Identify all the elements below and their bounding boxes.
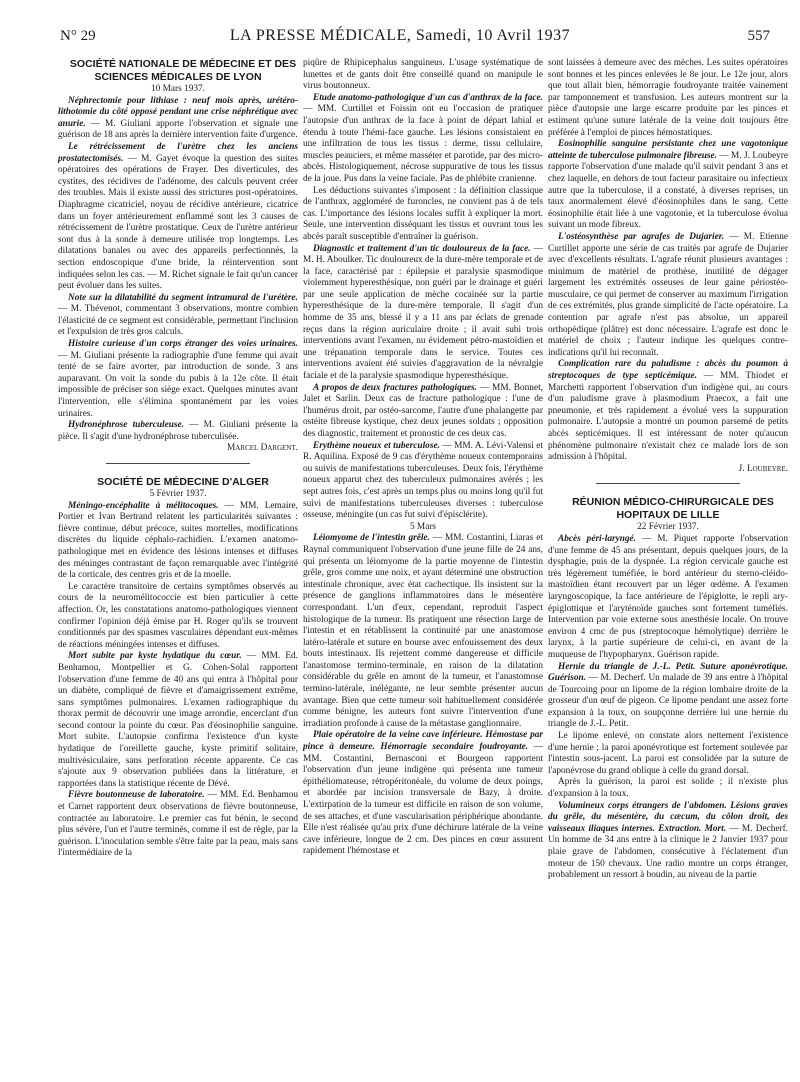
section-date: 10 Mars 1937. [151,84,205,94]
paragraph: Erythème noueux et tuberculose. — MM. A. Lévi-Valensi et R. Aquilina. Exposé de 9 cas d'érythème noueux contemporains ou suivis de manifestations tuberculeuses. Deux fois, l'érythème noueux apparut chez des tuberculeux pulmonaires avérés ; les sept autres fois, c'est après un temps plus ou moins long qu'il fut suivi de manifestations tuberculeuses diverses : tuberculose osseuse, méningite (un cas fut suivi d'épisclérite). [303,440,543,521]
issue-number: N° 29 [60,28,96,44]
paragraph: Plaie opératoire de la veine cave inférieure. Hémostase par pince à demeure. Hémorragie secondaire foudroyante. — MM. Costantini, Bernasconi et Bourgeon rapportent l'observation d'un jeune indigène qui présenta une tumeur épithéliomateuse, rétropéritonéale, du volume de deux poings, et abordée par incision transversale de Bazy, à droite. L'extirpation de la tumeur est difficile en raison de son volume, de ses attaches, et d'une vascularisation périphérique abondante. Elle n'est réalisée qu'au prix d'une déchirure latérale de la veine cave inférieure, longue de 2 cm. Des pinces en cœur assurent rapidement l'hémostase et [303,730,543,857]
paragraph: Léiomyome de l'intestin grêle. — MM. Costantini, Liaras et Raynal communiquent l'observation d'une jeune fille de 24 ans, qui présenta un léiomyome de la partie moyenne de l'intestin grêle, gros comme une noix, et ayant déterminé une obstruction intestinale chronique, avec état cachectique. Ils insistent sur la présence de ganglions inflammatoires dans le mésentère correspondant. L'un d'eux, cependant, reproduit l'aspect histologique de la tumeur. Ils pratiquent une résection large de l'intestin et en rétablissent la continuité par une anastomose latéro-latérale et suture en bourse avec enfouissement des deux bouts intestinaux. Ils rejettent comme dangereuse et difficile l'anastomose termino-terminale, en raison de la dilatation considérable du grêle en amont de la tumeur, et l'anastomose termino-latérale, inélégante, ne leur semble présenter aucun avantage. Bien que cette tumeur soit habituellement considérée comme bénigne, les auteurs font suivre l'intervention d'une irradiation profonde à cause de la métastase ganglionnaire. [303,533,543,729]
section-title: RÉUNION MÉDICO-CHIRURGICALE DES HOPITAUX DE LILLE [572,496,774,522]
paragraph: Diagnostic et traitement d'un tic douloureux de la face. — M. H. Aboulker. Tic douloureux de la dure-mère temporale et de la face, caractérisé par : épilepsie et paralysie spasmodique violemment hyperesthésique, non guéri par le drainage et guéri par une seule application de mèche cocaïnée sur la partie hyperesthésique de la dure-mère temporale. Il s'agit d'un homme de 35 ans, blessé il y a 11 ans par éclats de grenade reçus dans la région auriculaire droite ; il avait subi trois interventions avant l'examen, nu évidement pétro-mastoïdien et une trépanation temporale dans le service. Toutes ces interventions avaient été suivies d'aggravation de la névralgie faciale et de la paralysie spasmodique hyperesthésique. [303,243,543,382]
paragraph: Le lipome enlevé, on constate alors nettement l'existence d'une hernie ; la paroi aponévrotique est fortement soulevée par l'intestin sous-jacent. La paroi est consolidée par la suture de l'aponévrose du grand oblique à celle du grand dorsal. [548,731,788,776]
paragraph: piqûre de Rhipicephalus sanguineus. L'usage systématique de lunettes et de gants doit être conseillé quand on manipule le virus boutonneux. [303,58,543,92]
paragraph: Abcès péri-laryngé. — M. Piquet rapporte l'observation d'une femme de 45 ans présentant, depuis quelques jours, de la dysphagie, puis de la dyspnée. La région cervicale gauche est très légèrement tuméfiée, le bord antérieur du sterno-cléido-mastoïdien étant recouvert par un léger œdème. A l'examen laryngoscopique, la face antérieure de l'épiglotte, le repli ary-épiglottique et l'aryténoïde gauches sont fortement tuméfiés. Intervention par voie externe sous anesthésie locale. On trouve environ 4 cmc de pus (streptocoque hémolytique) derrière le larynx, à la partie supérieure de celui-ci, en avant de la muqueuse de l'hypopharynx. Guérison rapide. [548,533,788,660]
section-date: 22 Février 1937. [637,522,699,533]
signature: J. Loubeyre. [738,463,788,474]
paragraph: Fièvre boutonneuse de laboratoire. — MM. Ed. Benhamou et Carnet rapportent deux observations de fièvre boutonneuse, contractée au laboratoire. Le premier cas fut bénin, le second plus sévère, l'un et l'autre terminés, comme il est de règle, par la guérison. L'inoculation semble s'être faite par la peau, mais sans l'intermédiaire de la [58,790,298,859]
section-title: SOCIÉTÉ NATIONALE DE MÉDECINE ET DES SCIENCES MÉDICALES DE LYON [69,58,297,83]
section-title: SOCIÉTÉ DE MÉDECINE D'ALGER [97,476,269,488]
paragraph: Histoire curieuse d'un corps étranger des voies urinaires. — M. Giuliani présente la radiographie d'une femme qui avait tenté de se faire avorter, par introduction de sonde. 3 ans auparavant. On voit la sonde du pubis à la 12e côte. Il était impossible de préciser son siège exact. Quelques minutes avant l'intervention, elle s'élimina spontanément par les voies urinaires. [58,339,298,419]
column-1 [58,58,298,1078]
section-date: 5 Mars [409,521,437,532]
divider [106,463,250,464]
column-2 [303,58,543,1078]
paragraph: sont laissées à demeure avec des mèches. Les suites opératoires sont bonnes et les pinces enlevées le 8e jour. Le 12e jour, alors que tout allait bien, hémorragie foudroyante traitée vainement par tamponnement et transfusion. Les auteurs montrent sur la pièce d'autopsie une large escarre produite par les pinces et estiment qu'une suture latérale de la veine doit toujours être préférée à l'emploi de pinces hémostatiques. [548,58,788,138]
paragraph: Mort subite par kyste hydatique du cœur. — MM. Ed. Benhamou, Montpellier et G. Cohen-Solal rapportent l'observation d'une femme de 40 ans qui entra à l'hôpital pour un diabète, compliqué de fièvre et d'amaigrissement extrême, sans symptômes pulmonaires. L'examen radiographique du thorax permit de découvrir une image arrondie, encerclant d'un second contour la pointe du cœur. Pas d'éosinophilie sanguine. Mort subite. L'autopsie confirma l'existence d'un kyste hydatique de l'oreillette gauche, kyste primitif solitaire, multivésiculaire, sans perforation récente apparente. Ce cas s'ajoute aux 9 observation publiées dans la littérature, et rapportées dans la statistique récente de Dévé. [58,651,298,789]
journal-title: LA PRESSE MÉDICALE, Samedi, 10 Avril 1937 [229,27,571,44]
paragraph: Eosinophilie sanguine persistante chez une vagotonique atteinte de tuberculose pulmonaire fibreuse. — M. J. Loubeyre rapporte l'observation d'une malade qu'il suivit pendant 3 ans et chez laquelle, en dehors de tout facteur parasitaire ou infectieux autre que la tuberculose, il a constaté, à diverses reprises, un taux anormalement élevé d'éosinophiles dans le sang. Cette éosinophilie était liée à une vagotonie, et la tuberculose évolua suivant un mode fibreux. [548,139,788,231]
column-3 [548,58,788,1078]
paragraph: Complication rare du paludisme : abcès du poumon à streptocoques de type septicémique. — MM. Thiodet et Marchetti rapportent l'observation d'un indigène qui, au cours d'un paludisme grave à plasmodium Praecox, a fait une pneumonie, et très rapidement a évolué vers la suppuration pulmonaire. L'autopsie a montré un poumon parsemé de petits abcès septicémiques. Il est intéressant de noter qu'aucun phénomène pulmonaire n'existait chez ce malade lors de son admission à l'hôpital. [548,359,788,463]
paragraph: Note sur la dilatabilité du segment intramural de l'urétère. — M. Thévenot, commentant 3 observations, montre combien l'élasticité de ce segment est considérable, permettant l'inclusion et l'expulsion de très gros calculs. [58,292,298,338]
divider [596,483,740,484]
signature: Marcel Dargent. [227,443,298,454]
paragraph: Néphrectomie pour lithiase : neuf mois après, urétéro-lithotomie du côté opposé pendant une crise néphrétique avec anurie. — M. Giuliani apporte l'observation et signale une guérison de 18 ans après la dernière intervention faite d'urgence. [58,95,298,141]
paragraph: Etude anatomo-pathologique d'un cas d'anthrax de la face. — MM. Curtillet et Foissin ont eu l'occasion de pratiquer l'autopsie d'un anthrax de la face à point de départ labial et étendu à toute l'hémi-face gauche. Les lésions consistaient en une infiltration de tous les tissus : derme, tissu cellulaire, muscles peauciers, et même masséter et parotide, par des micro-abcès. Histologiquement, nécrose suppurative de tous les tissus de la joue. Pus dans la veine faciale. Pas de phlébite cranienne. [303,92,543,184]
paragraph: Les déductions suivantes s'imposent : la définition classique de l'anthrax, aggloméré de furoncles, ne convient pas à de tels cas. L'importance des lésions locales suffit à expliquer la mort. Seule, une intervention disséquant les tissus et ouvrant tous les abcès paraît susceptible d'entraîner la guérison. [303,185,543,242]
section-date: 5 Février 1937. [149,489,207,499]
paragraph: Hernie du triangle de J.-L. Petit. Suture aponévrotique. Guérison. — M. Decherf. Un malade de 39 ans entre à l'hôpital de Tourcoing pour un lipome de la région lombaire droite de la grosseur d'un œuf de pigeon. Ce lipome pendant une assez forte expansion à la toux, on soupçonne derrière lui une hernie du triangle de J.-L. Petit. [548,661,788,730]
paragraph: Le rétrécissement de l'urètre chez les anciens prostatectomisés. — M. Gayet évoque la question des suites opératoires des opérations de Frayer. Des diverticules, des cystites, des récidives de l'adénome, des calculs peuvent créer des troubles. Mais il existe aussi des strictures post-opératoires. Diaphragme cicatriciel, noyau de récidive antérieure, cicatrice dans un foyer antérieurement enflammé sont les 3 causes de rétrécissement de l'urètre prostatique. Ceux de l'urètre antérieur sont dus à la sonde à demeure utilisée trop longtemps. Les dilatations banales ou avec des appareils perfectionnés, la section endoscopique d'une bride, la réintervention sont indiquées selon les cas. — M. Richet signale le fait qu'un cancer peut évoluer dans les suites. [58,141,298,292]
paragraph: A propos de deux fractures pathologiques. — MM. Bonnet, Jalet et Sarlin. Deux cas de fracture pathologique : l'une de l'humérus droit, par ostéo-sarcome, l'autre d'une phalangette par ostéite fibreuse kystique, chez deux jeunes soldats ; opposition des diagnostic, traitement et pronostic de ces deux cas. [303,382,543,439]
paragraph: L'ostéosynthèse par agrafes de Dujarier. — M. Etienne Curtillet apporte une série de cas traités par agrafe de Dujarier avec d'excellents résultats. L'agrafe réunit plusieurs avantages : minimum de matériel de prothèse, inutilité de dégager largement les extrémités osseuses de leur gaine périostéo-musculaire, ce qui permet de conserver au maximum l'irrigation de ces extrémités, plus grande simplicité de l'acte opératoire. La contention par agrafe n'est pas absolue, un appareil orthopédique (plâtre) est donc nécessaire. L'agrafe est donc le matériel de choix ; l'auteur indique les quelques contre-indications qu'il lui reconnaît. [548,231,788,358]
paragraph: Le caractère transitoire de certains symptômes observés au cours de la neuromélitococcie est bien particulier à cette affection. Or, les constatations anatomo-pathologiques viennent confirmer l'opinion déjà émise par H. Roger qu'ils se trouvent conditionnés par des spasmes vasculaires dépendant eux-mêmes de réactions méningées intenses et diffuses. [58,581,298,650]
page-number: 557 [747,28,770,44]
paragraph: Volumineux corps étrangers de l'abdomen. Lésions graves du grêle, du mésentère, du cæcum, du côlon droit, des vaisseaux iliaques internes. Extraction. Mort. — M. Decherf. Un homme de 34 ans entre à la clinique le 2 Janvier 1937 pour plaie grave de l'abdomen, consécutive à l'éclatement d'un moteur de 150 chevaux. Une radio montre un corps étranger, probablement un ressort à boudin, au niveau de la partie [548,800,788,881]
paragraph: Hydronéphrose tuberculeuse. — M. Giuliani présente la pièce. Il s'agit d'une hydronéphrose tuberculisée. [58,420,298,442]
paragraph: Après la guérison, la paroi est solide ; il n'existe plus d'expansion à la toux. [548,777,788,800]
page-header [0,0,800,52]
paragraph: Méningo-encéphalite à mélitocoques. — MM. Lemaire, Portier et Ivan Bertrand relatent les particularités suivantes : fièvre continue, début précoce, suites mortelles, modifications discrètes du liquide céphalo-rachidien. L'examen anatomo-pathologique met en évidence des lésions intenses et diffuses des méninges contrastant de façon remarquable avec l'intégrité de la corticale, des centres gris et de la moelle. [58,500,298,581]
